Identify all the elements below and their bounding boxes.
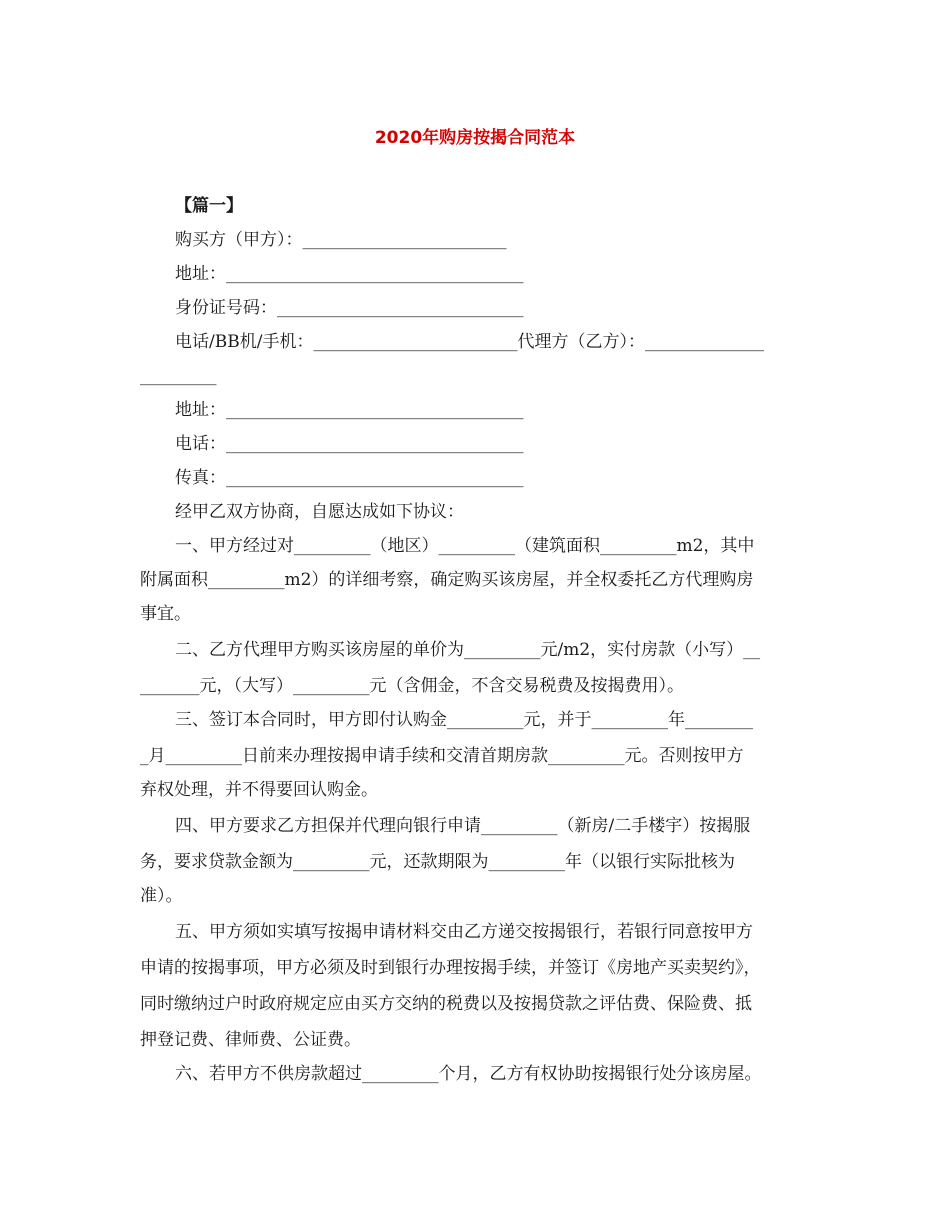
clause-5-line-1: 五、甲方须如实填写按揭申请材料交由乙方递交按揭银行，若银行同意按甲方 — [175, 922, 753, 942]
id-number-line: 身份证号码：_____________________________ — [175, 298, 524, 318]
clause-1-line-1: 一、甲方经过对_________（地区）_________（建筑面积_________m2，其中 — [175, 536, 755, 556]
agent-phone-line: 电话：___________________________________ — [175, 434, 524, 454]
clause-5-line-2: 申请的按揭事项，甲方必须及时到银行办理按揭手续，并签订《房地产买卖契约》， — [140, 958, 761, 978]
clause-4-line-2: 务，要求贷款金额为_________元，还款期限为_________年（以银行实际批核为 — [140, 852, 735, 872]
clause-3-line-1: 三、签订本合同时，甲方即付认购金_________元，并于_________年________ — [175, 710, 753, 730]
clause-5-line-3: 同时缴纳过户时政府规定应由买方交纳的税费以及按揭贷款之评估费、保险费、抵 — [140, 994, 752, 1014]
clause-2-line-2: _______元，（大写）_________元（含佣金，不含交易税费及按揭费用）。 — [140, 676, 684, 696]
agent-address-line: 地址：___________________________________ — [175, 400, 524, 420]
document-title: 2020年购房按揭合同范本 — [374, 128, 576, 148]
section-heading: 【篇一】 — [175, 196, 243, 216]
clause-6-line-1: 六、若甲方不供房款超过_________个月，乙方有权协助按揭银行处分该房屋。 — [175, 1064, 762, 1084]
clause-3-line-2: _月_________日前来办理按揭申请手续和交清首期房款_________元。否则按甲方 — [140, 746, 744, 766]
clause-3-line-3: 弃权处理，并不得要回认购金。 — [140, 780, 378, 800]
clause-4-line-1: 四、甲方要求乙方担保并代理向银行申请_________（新房/二手楼宇）按揭服 — [175, 816, 751, 836]
buyer-address-line: 地址：___________________________________ — [175, 264, 524, 284]
phone-agent-line-cont: _________ — [140, 366, 217, 386]
agreement-intro: 经甲乙双方协商，自愿达成如下协议： — [175, 502, 464, 522]
agent-fax-line: 传真：___________________________________ — [175, 468, 524, 488]
clause-4-line-3: 准）。 — [140, 886, 183, 906]
phone-agent-line: 电话/BB机/手机：________________________代理方（乙方）：______________ — [175, 332, 764, 352]
buyer-name-line: 购买方（甲方）：________________________ — [175, 230, 507, 250]
clause-1-line-2: 附属面积_________m2）的详细考察，确定购买该房屋，并全权委托乙方代理购房 — [140, 570, 754, 590]
clause-2-line-1: 二、乙方代理甲方购买该房屋的单价为_________元/m2，实付房款（小写）__ — [175, 640, 761, 660]
clause-1-line-3: 事宜。 — [140, 604, 191, 624]
clause-5-line-4: 押登记费、律师费、公证费。 — [140, 1030, 361, 1050]
